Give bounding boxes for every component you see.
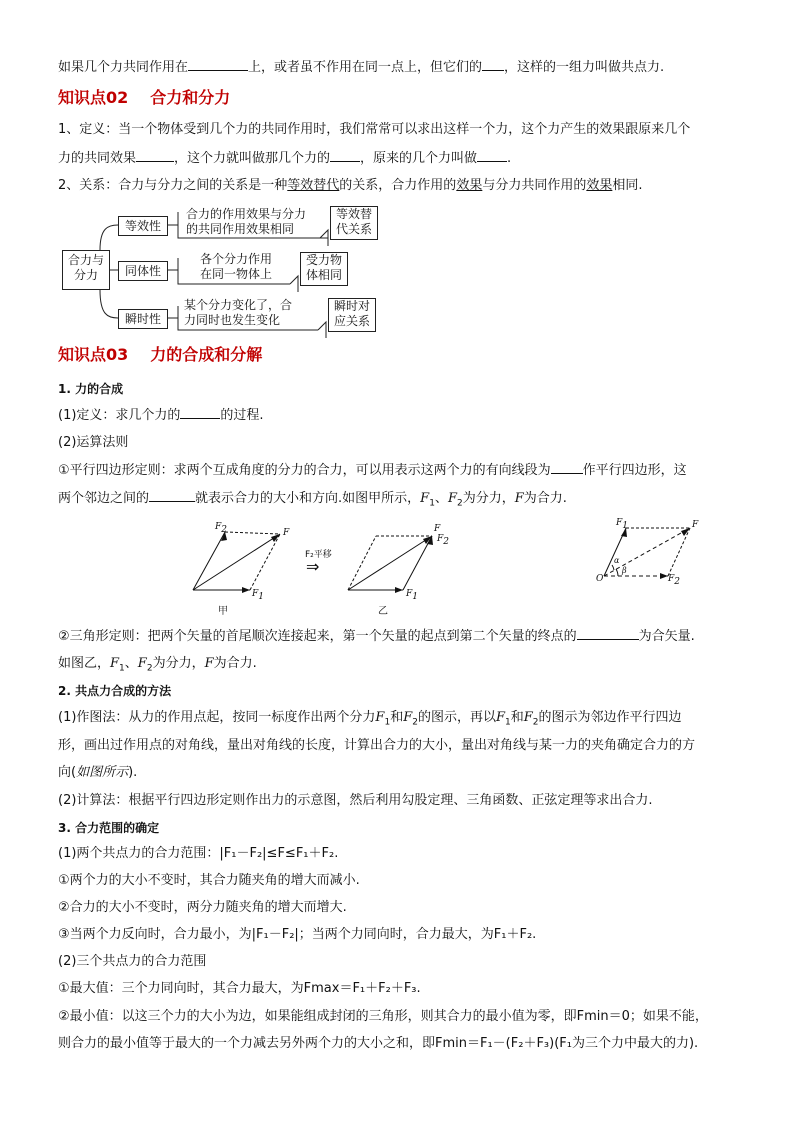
label-f2: $F_2$ xyxy=(668,574,680,587)
rule-text: ②三角形定则：把两个矢量的首尾顺次连接起来，第一个矢量的起点到第二个矢量的终点的 xyxy=(58,629,577,644)
method-text: 和 xyxy=(510,710,524,725)
subscript: 2 xyxy=(532,717,539,728)
label-yi: 乙 xyxy=(378,606,388,617)
triangle-rule-line-2 xyxy=(58,655,744,678)
rule-text: 为合力. xyxy=(213,656,257,671)
note-text: 合力的作用效果与分力 xyxy=(186,207,307,221)
intro-text-b: 上，或者虽不作用在同一点上，但它们的 xyxy=(248,60,483,75)
symbol: F xyxy=(110,656,120,671)
graphic-method-line-2: 形，画出过作用点的对角线，量出对角线的长度，计算出合力的大小，量出对角线与某一力的夹角确定合力的方 xyxy=(58,738,696,753)
result-text: 应关系 xyxy=(333,314,370,328)
section-title: 力的合成和分解 xyxy=(150,345,263,364)
underlined-term: 效果 xyxy=(586,178,613,193)
subscript: 2 xyxy=(412,717,418,728)
note-text: 力同时也发生变化 xyxy=(184,313,281,327)
symbol: F xyxy=(204,656,214,671)
note-text: 在同一物体上 xyxy=(200,267,273,281)
section-number: 知识点02 xyxy=(58,88,129,107)
subscript: 1 xyxy=(505,717,511,728)
section-title: 合力和分力 xyxy=(150,88,231,107)
rule-text: 为分力， xyxy=(462,491,515,506)
symbol: F xyxy=(403,710,413,725)
range-note-1: ①两个力的大小不变时，其合力随夹角的增大而减小. xyxy=(58,873,360,888)
range-min-line-2: 则合力的最小值等于最大的一个力减去另外两个力的大小之和，即Fmin＝F₁－(F₂＋F₃)(F₁为三个力中最大的力). xyxy=(58,1036,699,1051)
graphic-method-line-3 xyxy=(58,764,744,782)
intro-text-c: ，这样的一组力叫做共点力. xyxy=(504,60,665,75)
range-note-3: ③当两个力反向时，合力最小，为|F₁－F₂|；当两个力同向时，合力最大，为F₁＋F₂. xyxy=(58,927,537,942)
rule-text: 作平行四边形，这 xyxy=(582,463,687,478)
label-f2: $F_2$ xyxy=(437,534,449,547)
symbol: F xyxy=(514,491,524,506)
label-jia: 甲 xyxy=(218,606,228,617)
equivalence-box: 等效性 xyxy=(118,216,168,236)
label-f2: $F_2$ xyxy=(215,522,227,535)
definition-text: 的过程. xyxy=(220,408,264,423)
rule-text: 为合矢量. xyxy=(638,629,695,644)
subheading-range: 3. 合力范围的确定 xyxy=(58,821,160,835)
rule-text: 就表示合力的大小和方向.如图甲所示， xyxy=(195,491,421,506)
range-max: ①最大值：三个力同向时，其合力最大，为Fmax＝F₁＋F₂＋F₃. xyxy=(58,981,421,996)
label-f: F xyxy=(434,524,441,534)
label-alpha: α xyxy=(614,556,620,565)
symbol: F xyxy=(495,710,506,725)
result-text: 瞬时对 xyxy=(333,299,370,313)
label-translate: F₂平移 xyxy=(305,550,332,560)
rule-text: 为分力， xyxy=(152,656,205,671)
graphic-method-line-1 xyxy=(58,709,744,732)
underlined-term: 效果 xyxy=(456,178,483,193)
relation-text: 2、关系：合力与分力之间的关系是一种 xyxy=(58,178,288,193)
range-three-forces: (2)三个共点力的合力范围 xyxy=(58,954,207,969)
method-text: 的图示，再以 xyxy=(417,710,496,725)
result-text: 等效替 xyxy=(335,207,372,221)
subscript: 1 xyxy=(429,498,435,509)
method-text: 如图所示 xyxy=(76,765,129,780)
translate-arrow: ⇒ xyxy=(306,557,320,576)
label-f1: $F_1$ xyxy=(252,589,264,602)
triangle-rule-line-1 xyxy=(58,627,744,646)
symbol: F xyxy=(420,491,430,506)
symbol: F xyxy=(523,710,533,725)
instantaneity-box: 瞬时性 xyxy=(118,309,168,329)
center-label: 分力 xyxy=(73,268,98,282)
result-text: 体相同 xyxy=(305,268,342,282)
relation-text: 的关系，合力作用的 xyxy=(339,178,457,193)
method-text: (1)作图法：从力的作用点起，按同一标度作出两个分力 xyxy=(58,710,376,725)
result-text: 受力物 xyxy=(305,253,342,267)
intro-text-a: 如果几个力共同作用在 xyxy=(58,60,189,75)
label-f1: $F_1$ xyxy=(616,518,628,531)
definition-text: . xyxy=(507,151,512,166)
symbol: F xyxy=(447,491,457,506)
relation-text: 相同. xyxy=(612,178,643,193)
rule-text: 为合力. xyxy=(523,491,567,506)
symbol: 、 xyxy=(124,656,138,671)
range-two-forces: (1)两个共点力的合力范围：|F₁－F₂|≤F≤F₁＋F₂. xyxy=(58,846,339,861)
range-note-2: ②合力的大小不变时，两分力随夹角的增大而增大. xyxy=(58,900,347,915)
section-number: 知识点03 xyxy=(58,345,129,364)
center-label: 合力与 xyxy=(67,253,104,267)
rule-text: ①平行四边形定则：求两个互成角度的分力的合力，可以用表示这两个力的有向线段为 xyxy=(58,463,551,478)
rules-heading: (2)运算法则 xyxy=(58,435,129,450)
label-f: F xyxy=(283,528,290,538)
symbol: F xyxy=(137,656,147,671)
note-text: 的共同作用效果相同 xyxy=(186,222,295,236)
relation-text: 与分力共同作用的 xyxy=(482,178,587,193)
rule-text: 两个邻边之间的 xyxy=(58,491,150,506)
subheading-methods: 2. 共点力合成的方法 xyxy=(58,684,172,698)
label-f1: $F_1$ xyxy=(406,589,418,602)
blank xyxy=(577,627,639,640)
range-min-line-1: ②最小值：以这三个力的大小为边，如果能组成封闭的三角形，则其合力的最小值为零，即Fmin＝0；如果不能， xyxy=(58,1009,708,1024)
definition-text: 1、定义：当一个物体受到几个力的共同作用时，我们常常可以求出这样一个力，这个力产生的效果跟原来几个 xyxy=(58,122,691,137)
method-text: ). xyxy=(128,765,138,780)
method-text: 的图示为邻边作平行四边 xyxy=(538,710,682,725)
subscript: 1 xyxy=(384,717,391,728)
label-origin: O xyxy=(596,574,604,584)
subscript: 1 xyxy=(119,663,125,674)
label-f: F xyxy=(692,520,699,530)
subscript: 2 xyxy=(146,663,153,674)
subheading-composition: 1. 力的合成 xyxy=(58,382,124,396)
method-text: 向( xyxy=(58,765,77,780)
calculation-method: (2)计算法：根据平行四边形定则作出力的示意图，然后利用勾股定理、三角函数、正弦定理等求出合力. xyxy=(58,793,653,808)
definition-text: ，这个力就叫做那几个力的 xyxy=(174,151,331,166)
underlined-term: 等效替代 xyxy=(287,178,340,193)
note-text: 某个分力变化了，合 xyxy=(184,298,293,312)
symbol: F xyxy=(375,710,385,725)
rule-text: 如图乙， xyxy=(58,656,111,671)
definition-text: 力的共同效果 xyxy=(58,151,137,166)
symbol: 、 xyxy=(434,491,448,506)
note-text: 各个分力作用 xyxy=(200,252,273,266)
same-body-box: 同体性 xyxy=(118,261,168,281)
result-text: 代关系 xyxy=(335,222,372,236)
method-text: 和 xyxy=(390,710,404,725)
definition-text: (1)定义：求几个力的 xyxy=(58,408,181,423)
subscript: 2 xyxy=(456,498,463,509)
definition-text: ，原来的几个力叫做 xyxy=(360,151,478,166)
label-beta: β xyxy=(622,566,627,575)
